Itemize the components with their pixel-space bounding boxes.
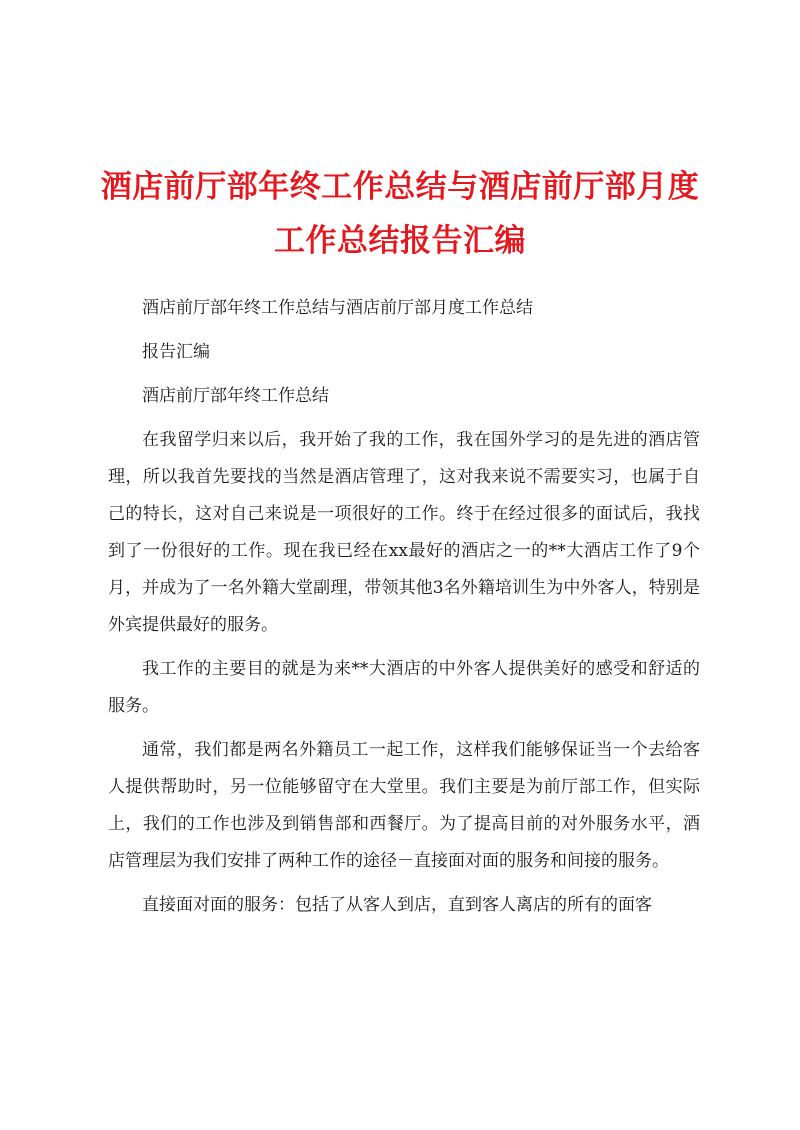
paragraph: 我工作的主要目的就是为来**大酒店的中外客人提供美好的感受和舒适的服务。	[108, 659, 700, 716]
paragraph: 在我留学归来以后，我开始了我的工作，我在国外学习的是先进的酒店管理，所以我首先要找的当然是酒店管理了，这对我来说不需要实习，也属于自己的特长，这对自己来说是一项很好的工作。终于在经过很多的面试后，我找到了一份很好的工作。现在我已经在xx最好的酒店之一的**大酒店工作了9个月，并成为了一名外籍大堂副理，带领其他3名外籍培训生为中外客人，特别是外宾提供最好的服务。	[108, 430, 700, 635]
paragraph: 报告汇编	[142, 342, 210, 362]
document-title: 酒店前厅部年终工作总结与酒店前厅部月度工作总结报告汇编	[100, 169, 700, 259]
paragraph: 酒店前厅部年终工作总结与酒店前厅部月度工作总结	[142, 298, 533, 318]
paragraph: 直接面对面的服务：包括了从客人到店，直到客人离店的所有的面客	[142, 895, 652, 915]
paragraph: 酒店前厅部年终工作总结	[142, 386, 329, 406]
document-body	[108, 290, 700, 931]
paragraph: 通常，我们都是两名外籍员工一起工作，这样我们能够保证当一个去给客人提供帮助时，另一位能够留守在大堂里。我们主要是为前厅部工作，但实际上，我们的工作也涉及到销售部和西餐厅。为了提高目前的对外服务水平，酒店管理层为我们安排了两种工作的途径－直接面对面的服务和间接的服务。	[108, 740, 700, 871]
